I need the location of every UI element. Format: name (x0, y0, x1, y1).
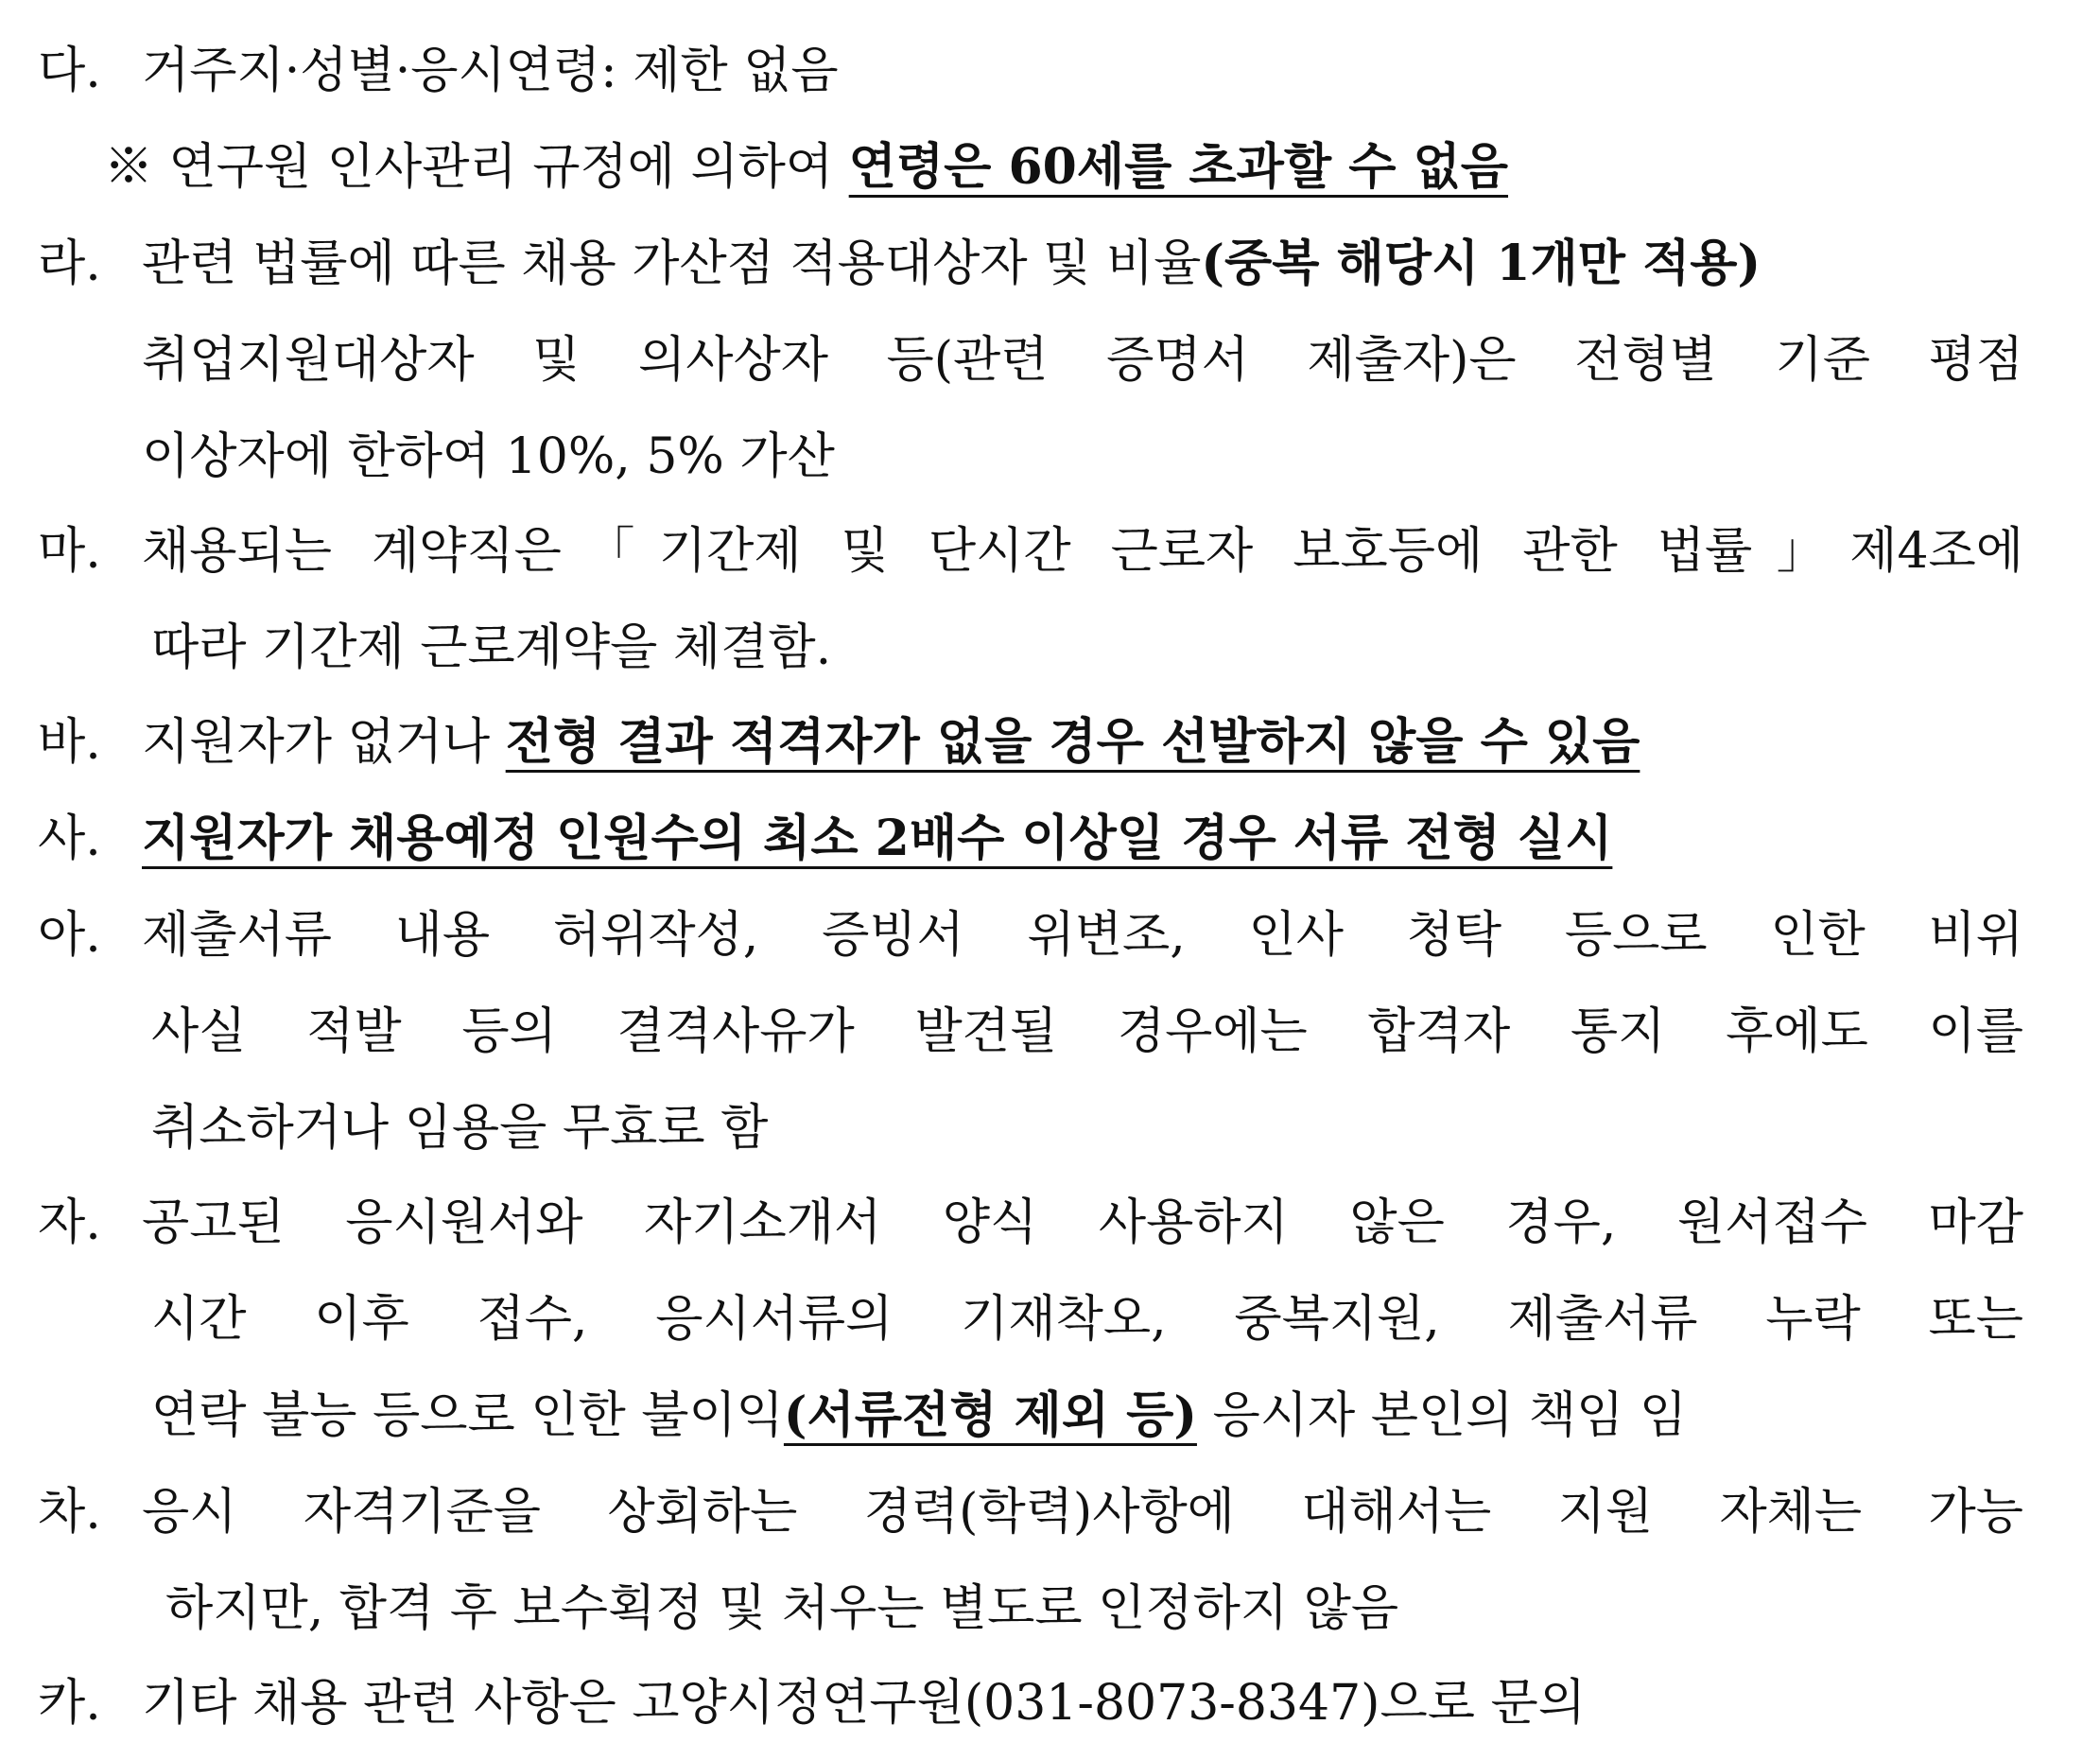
item-a-line2: 사실 적발 등의 결격사유가 발견될 경우에는 합격자 통지 후에도 이를 (151, 1003, 2023, 1060)
item-text: 지원자가 없거나 (142, 714, 506, 771)
item-text: 응시자 본인의 책임 임 (1196, 1387, 1688, 1444)
item-cha-line1: 응시 자격기준을 상회하는 경력(학력)사항에 대해서는 지원 자체는 가능 (142, 1484, 2023, 1541)
item-text: 관련 법률에 따른 채용 가산점 적용대상자 및 비율 (142, 235, 1202, 292)
note-emphasis: 연령은 60세를 초과할 수 없음 (848, 138, 1509, 196)
item-text: 기타 채용 관련 사항은 고양시정연구원(031-8073-8347)으로 문의 (142, 1675, 1586, 1732)
item-text: 거주지·성별·응시연령: 제한 없음 (142, 43, 839, 99)
item-emphasis: 지원자가 채용예정 인원수의 최소 2배수 이상일 경우 서류 전형 실시 (142, 810, 1613, 867)
item-ra-line2: 취업지원대상자 및 의사상자 등(관련 증명서 제출자)은 전형별 기준 평점 (142, 332, 2023, 389)
item-marker: 차. (38, 1484, 101, 1541)
item-ja-line1: 공고된 응시원서와 자기소개서 양식 사용하지 않은 경우, 원서접수 마감 (142, 1194, 2023, 1251)
item-emphasis: (중복 해당시 1개만 적용) (1201, 235, 1762, 292)
item-ma-line1: 채용되는 계약직은「기간제 및 단시간 근로자 보호등에 관한 법률」제4조에 (142, 523, 2023, 580)
item-emphasis: 전형 결과 적격자가 없을 경우 선발하지 않을 수 있음 (505, 713, 1640, 771)
item-ra-line3: 이상자에 한하여 10%, 5% 가산 (142, 428, 835, 485)
item-ja-line2: 시간 이후 접수, 응시서류의 기재착오, 중복지원, 제출서류 누락 또는 (151, 1291, 2023, 1348)
item-marker: 다. (38, 43, 101, 99)
item-marker: 라. (38, 235, 101, 292)
item-marker: 카. (38, 1675, 101, 1732)
item-a-line1: 제출서류 내용 허위작성, 증빙서 위변조, 인사 청탁 등으로 인한 비위 (142, 907, 2023, 964)
item-cha-line2: 하지만, 합격 후 보수획정 및 처우는 별도로 인정하지 않음 (165, 1580, 1399, 1637)
item-emphasis: (서류전형 제외 등) (783, 1386, 1197, 1444)
item-ma-line2: 따라 기간제 근로계약을 체결함. (151, 619, 832, 676)
item-a-line3: 취소하거나 임용을 무효로 함 (151, 1100, 769, 1157)
item-marker: 아. (38, 907, 101, 964)
item-text: 연락 불능 등으로 인한 불이익 (151, 1387, 784, 1444)
note-text: ※ 연구원 인사관리 규정에 의하여 (104, 139, 849, 196)
item-marker: 마. (38, 523, 101, 580)
item-marker: 자. (38, 1194, 101, 1251)
item-da-note (104, 134, 1508, 200)
item-marker: 사. (38, 810, 101, 867)
item-marker: 바. (38, 714, 101, 771)
item-ja-line3 (151, 1383, 1687, 1449)
